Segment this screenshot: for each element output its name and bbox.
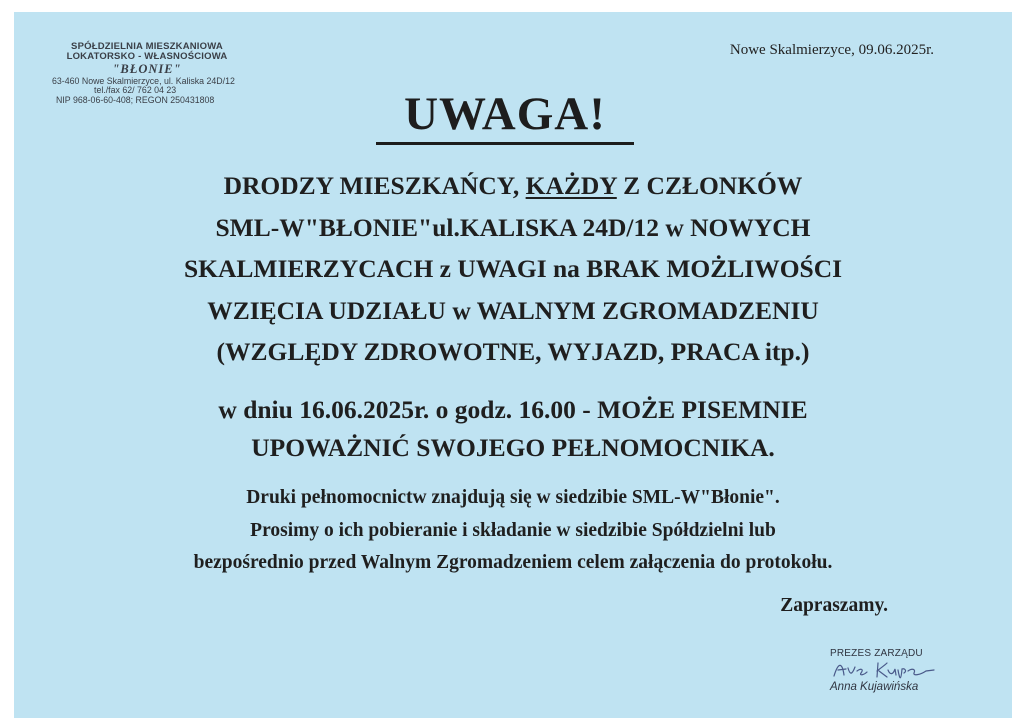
notice-line-6: w dniu 16.06.2025r. o godz. 16.00 - MOŻE PISEMNIE — [218, 395, 808, 424]
handwritten-signature — [830, 659, 960, 681]
notice-line-5: (WZGLĘDY ZDROWOTNE, WYJAZD, PRACA itp.) — [216, 337, 810, 366]
notice-line-2: SML-W"BŁONIE"ul.KALISKA 24D/12 w NOWYCH — [215, 212, 811, 242]
signatory-name: Anna Kujawińska — [830, 681, 919, 693]
notice-line-8: Druki pełnomocnictw znajdują się w siedzibie SML-W"Błonie". — [246, 487, 780, 508]
stamp-nip-regon: NIP 968-06-60-408; REGON 250431808 — [56, 94, 215, 105]
stamp-name: "BŁONIE" — [112, 61, 182, 76]
stamp-phone: tel./fax 62/ 762 04 23 — [94, 85, 177, 96]
headline: UWAGA! — [376, 86, 634, 145]
notice-line-9: Prosimy o ich pobieranie i składanie w siedzibie Spółdzielni lub — [250, 519, 776, 541]
cooperative-stamp — [42, 42, 252, 105]
stamp-address: 63-460 Nowe Skalmierzyce, ul. Kaliska 24D/12 — [52, 76, 235, 87]
notice-main-block — [34, 165, 992, 373]
notice-line-10: bezpośrednio przed Walnym Zgromadzeniem celem załączenia do protokołu. — [193, 552, 833, 573]
notice-line-7: UPOWAŻNIĆ SWOJEGO PEŁNOMOCNIKA. — [251, 433, 775, 462]
signature-block — [830, 648, 960, 693]
notice-date-block — [34, 391, 992, 467]
notice-sheet — [14, 12, 1012, 718]
notice-info-block — [34, 482, 992, 580]
notice-line-1-start: DRODZY MIESZKAŃCY, — [223, 171, 526, 200]
notice-line-1 — [34, 165, 992, 207]
place-and-date: Nowe Skalmierzyce, 09.06.2025r. — [729, 42, 934, 58]
closing-text: Zapraszamy. — [780, 595, 888, 616]
stamp-line-2: LOKATORSKO - WŁASNOŚCIOWA — [66, 50, 228, 62]
notice-line-4: WZIĘCIA UDZIAŁU w WALNYM ZGROMADZENIU — [207, 295, 819, 325]
notice-line-1-end: Z CZŁONKÓW — [616, 171, 803, 200]
signature-title: PREZES ZARZĄDU — [830, 648, 923, 659]
notice-line-3: SKALMIERZYCACH z UWAGI na BRAK MOŻLIWOŚCI — [183, 254, 843, 283]
stamp-line-1: SPÓŁDZIELNIA MIESZKANIOWA — [71, 41, 223, 52]
notice-emphasis-kazdy: KAŻDY — [525, 171, 617, 200]
